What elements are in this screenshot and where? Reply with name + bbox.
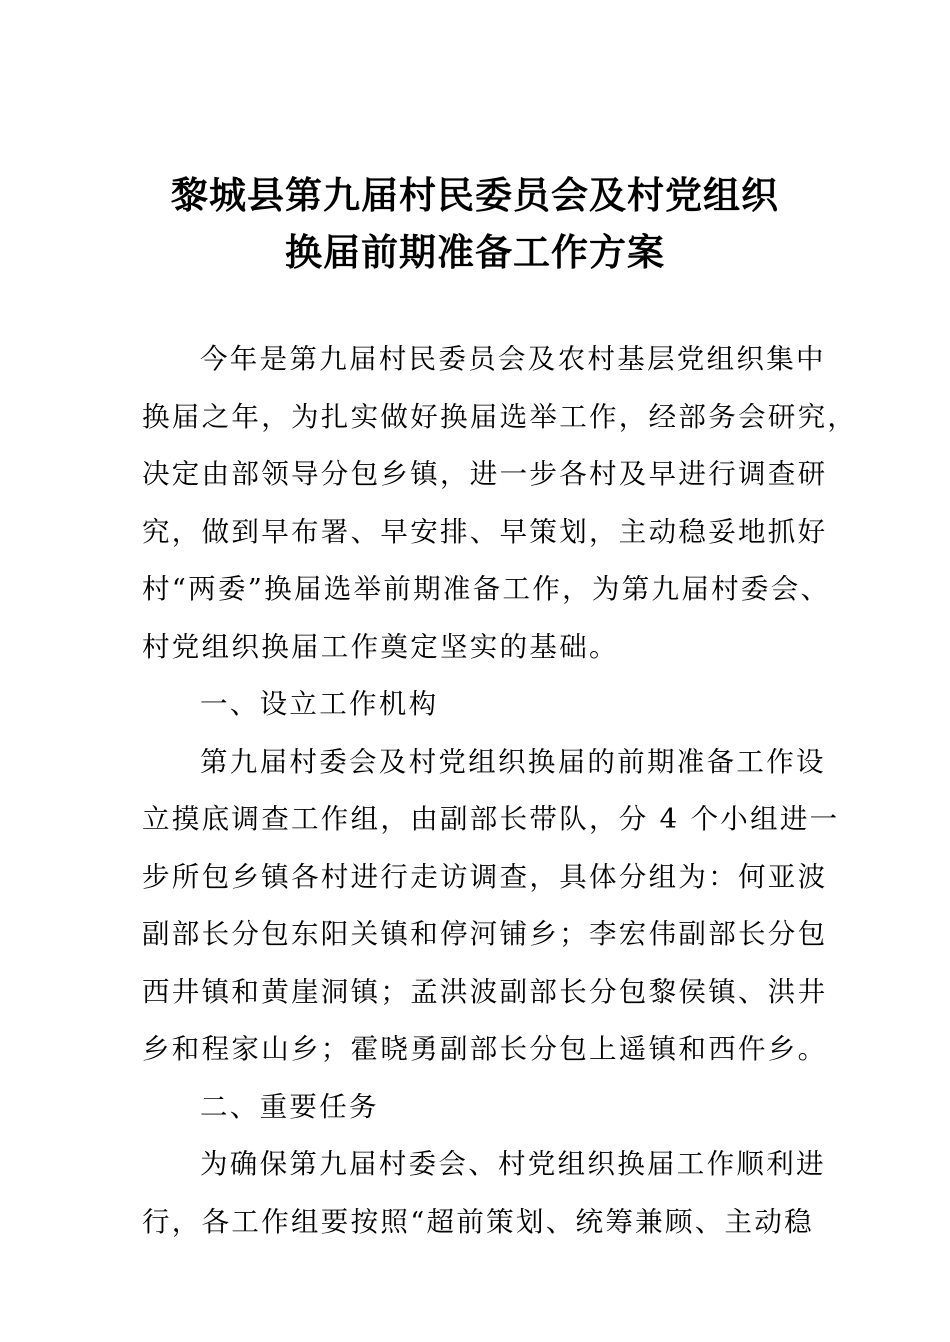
document-title-line-1: 黎城县第九届村民委员会及村党组织 — [171, 174, 779, 217]
body-line: 为确保第九届村委会、村党组织换届工作顺利进 — [200, 1148, 826, 1180]
body-line: 换届之年，为扎实做好换届选举工作，经部务会研究， — [142, 400, 858, 433]
body-line: 步所包乡镇各村进行走访调查，具体分组为：何亚波 — [142, 860, 828, 893]
body-line: 西井镇和黄崖洞镇；孟洪波副部长分包黎侯镇、洪井 — [142, 975, 828, 1008]
body-line: 一、设立工作机构 — [200, 688, 439, 720]
body-line: 村党组织换届工作奠定坚实的基础。 — [142, 630, 619, 663]
body-line: 村“两委”换届选举前期准备工作，为第九届村委会、 — [142, 573, 831, 605]
body-line: 行，各工作组要按照“超前策划、统筹兼顾、主动稳 — [142, 1205, 814, 1238]
body-line: 乡和程家山乡；霍晓勇副部长分包上遥镇和西仵乡。 — [142, 1033, 828, 1065]
body-line: 决定由部领导分包乡镇，进一步各村及早进行调查研 — [142, 458, 828, 490]
body-line: 究，做到早布署、早安排、早策划，主动稳妥地抓好 — [142, 515, 828, 548]
document-body — [142, 331, 858, 1251]
body-line: 二、重要任务 — [200, 1090, 379, 1123]
body-line: 今年是第九届村民委员会及农村基层党组织集中 — [200, 343, 826, 375]
body-line: 副部长分包东阳关镇和停河铺乡；李宏伟副部长分包 — [142, 918, 828, 950]
document-title-line-2: 换届前期准备工作方案 — [285, 231, 665, 274]
body-line: 第九届村委会及村党组织换届的前期准备工作设 — [200, 745, 826, 778]
body-line: 立摸底调查工作组，由副部长带队，分 4 个小组进一 — [142, 803, 840, 835]
